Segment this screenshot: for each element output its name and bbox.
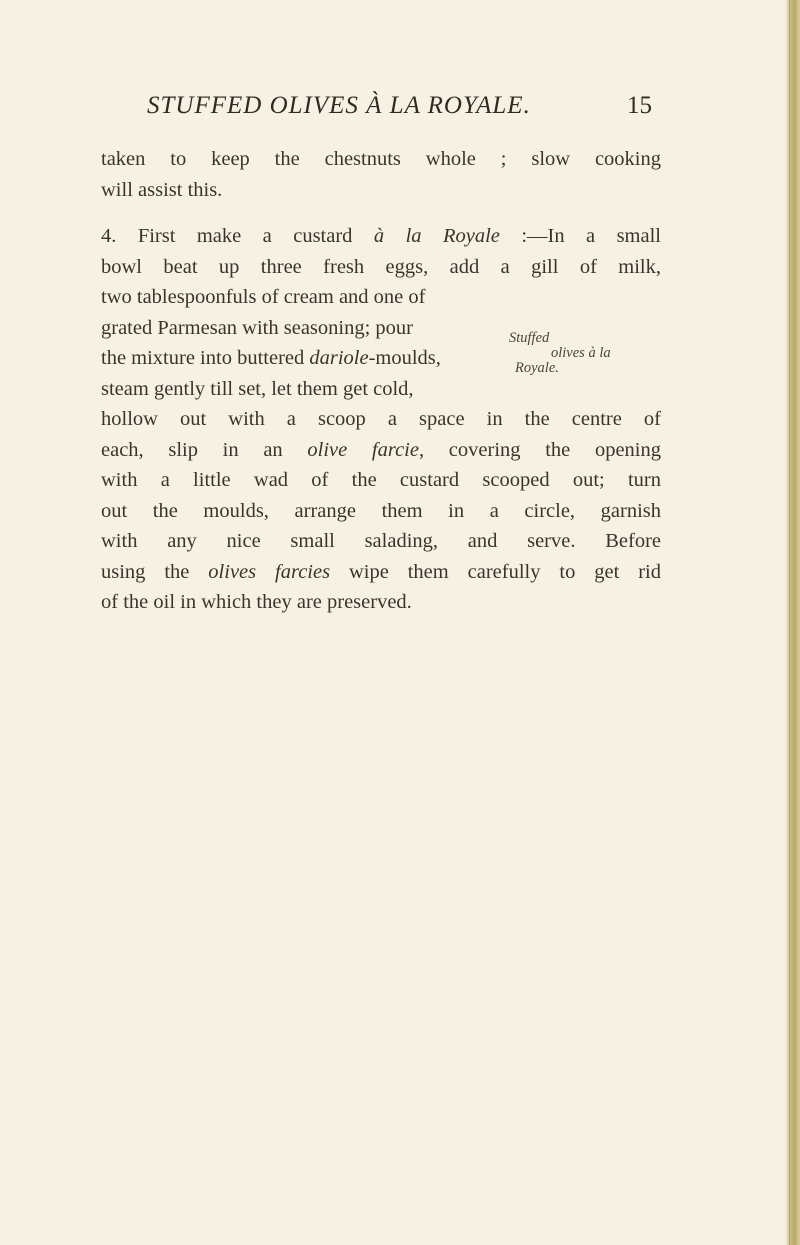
text-line: with a little wad of the custard scooped out; turn [101,469,661,491]
text-line: two tablespoonfuls of cream and one of [101,286,426,308]
page-header [0,92,800,124]
margin-note-line: olives à la [551,345,611,361]
text-line: bowl beat up three fresh eggs, add a gill of milk, [101,255,661,278]
text-run: , covering the opening [418,438,661,461]
text-line [101,557,661,588]
italic-run: olives farcies [208,560,331,583]
text-line: with any nice small salading, and serve. Before [101,530,661,552]
text-line: out the moulds, arrange them in a circle, garnish [101,499,661,522]
text-run: each, slip in an [101,438,308,461]
text-run: using the [101,560,209,583]
text-run: :—In a small [499,225,661,247]
text-line [101,221,661,252]
italic-run: olive farcie [307,438,419,461]
book-page-edge [786,0,800,1245]
text-run: the mixture into buttered [101,347,310,369]
page-number: 15 [627,92,652,119]
text-run: -moulds, [368,347,441,369]
text-line: hollow out with a scoop a space in the centre of [101,408,661,430]
text-line: grated Parmesan with seasoning; pour [101,316,413,339]
text-line [101,435,661,466]
italic-run: à la Royale [373,225,500,247]
text-run: 4. First make a custard [101,225,374,247]
running-title: STUFFED OLIVES À LA ROYALE. [147,92,531,119]
italic-run: dariole [309,347,369,369]
margin-note [509,331,669,376]
margin-note-line: Royale. [515,360,559,376]
text-run: wipe them carefully to get rid [330,560,661,583]
body-text [101,144,661,618]
text-line: steam gently till set, let them get cold, [101,377,414,400]
paragraph-gap [101,205,661,221]
text-line: taken to keep the chestnuts whole ; slow cooking [101,148,661,170]
text-line: will assist this. [101,178,223,201]
text-line: of the oil in which they are preserved. [101,591,412,613]
margin-note-line: Stuffed [509,330,550,346]
